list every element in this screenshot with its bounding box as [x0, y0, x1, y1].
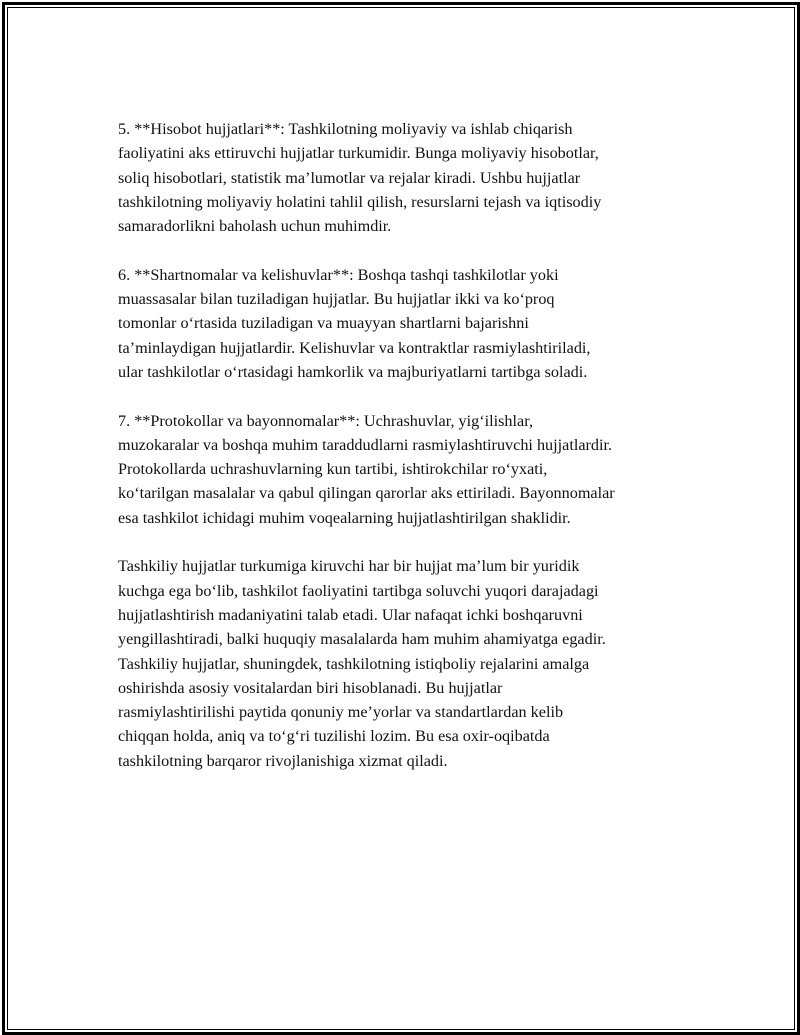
document-body	[118, 117, 688, 797]
paragraph-conclusion: Tashkiliy hujjatlar turkumiga kiruvchi har bir hujjat maʼlum bir yuridik kuchga ega boʻlib, tashkilot faoliyatini tartibga soluvchi yuqori darajadagi hujjatlashtirish madaniyatini talab etadi. Ular nafaqat ichki boshqaruvni yengillashtiradi, balki huquqiy masalalarda ham muhim ahamiyatga egadir. Tashkiliy hujjatlar, shuningdek, tashkilotning istiqboliy rejalarini amalga oshirishda asosiy vositalardan biri hisoblanadi. Bu hujjatlar rasmiylashtirilishi paytida qonuniy meʼyorlar va standartlardan kelib chiqqan holda, aniq va toʻgʻri tuzilishi lozim. Bu esa oxir-oqibatda tashkilotning barqaror rivojlanishiga xizmat qiladi.	[118, 557, 606, 770]
paragraph-hisobot-hujjatlari: 5. **Hisobot hujjatlari**: Tashkilotning moliyaviy va ishlab chiqarish faoliyatini aks ettiruvchi hujjatlar turkumidir. Bunga moliyaviy hisobotlar, soliq hisobotlari, statistik maʼlumotlar va rejalar kiradi. Ushbu hujjatlar tashkilotning moliyaviy holatini tahlil qilish, resurslarni tejash va iqtisodiy samaradorlikni baholash uchun muhimdir.	[118, 120, 602, 236]
paragraph-shartnomalar: 6. **Shartnomalar va kelishuvlar**: Boshqa tashqi tashkilotlar yoki muassasalar bilan tuziladigan hujjatlar. Bu hujjatlar ikki va koʻproq tomonlar oʻrtasida tuziladigan va muayyan shartlarni bajarishni taʼminlaydigan hujjatlardir. Kelishuvlar va kontraktlar rasmiylashtiriladi, ular tashkilotlar oʻrtasidagi hamkorlik va majburiyatlarni tartibga soladi.	[118, 265, 591, 381]
paragraph-protokollar: 7. **Protokollar va bayonnomalar**: Uchrashuvlar, yigʻilishlar, muzokaralar va boshqa muhim taraddudlarni rasmiylashtiruvchi hujjatlardir. Protokollarda uchrashuvlarning kun tartibi, ishtirokchilar roʻyxati, koʻtarilgan masalalar va qabul qilingan qarorlar aks ettiriladi. Bayonnomalar esa tashkilot ichidagi muhim voqealarning hujjatlashtirilgan shaklidir.	[118, 411, 615, 527]
